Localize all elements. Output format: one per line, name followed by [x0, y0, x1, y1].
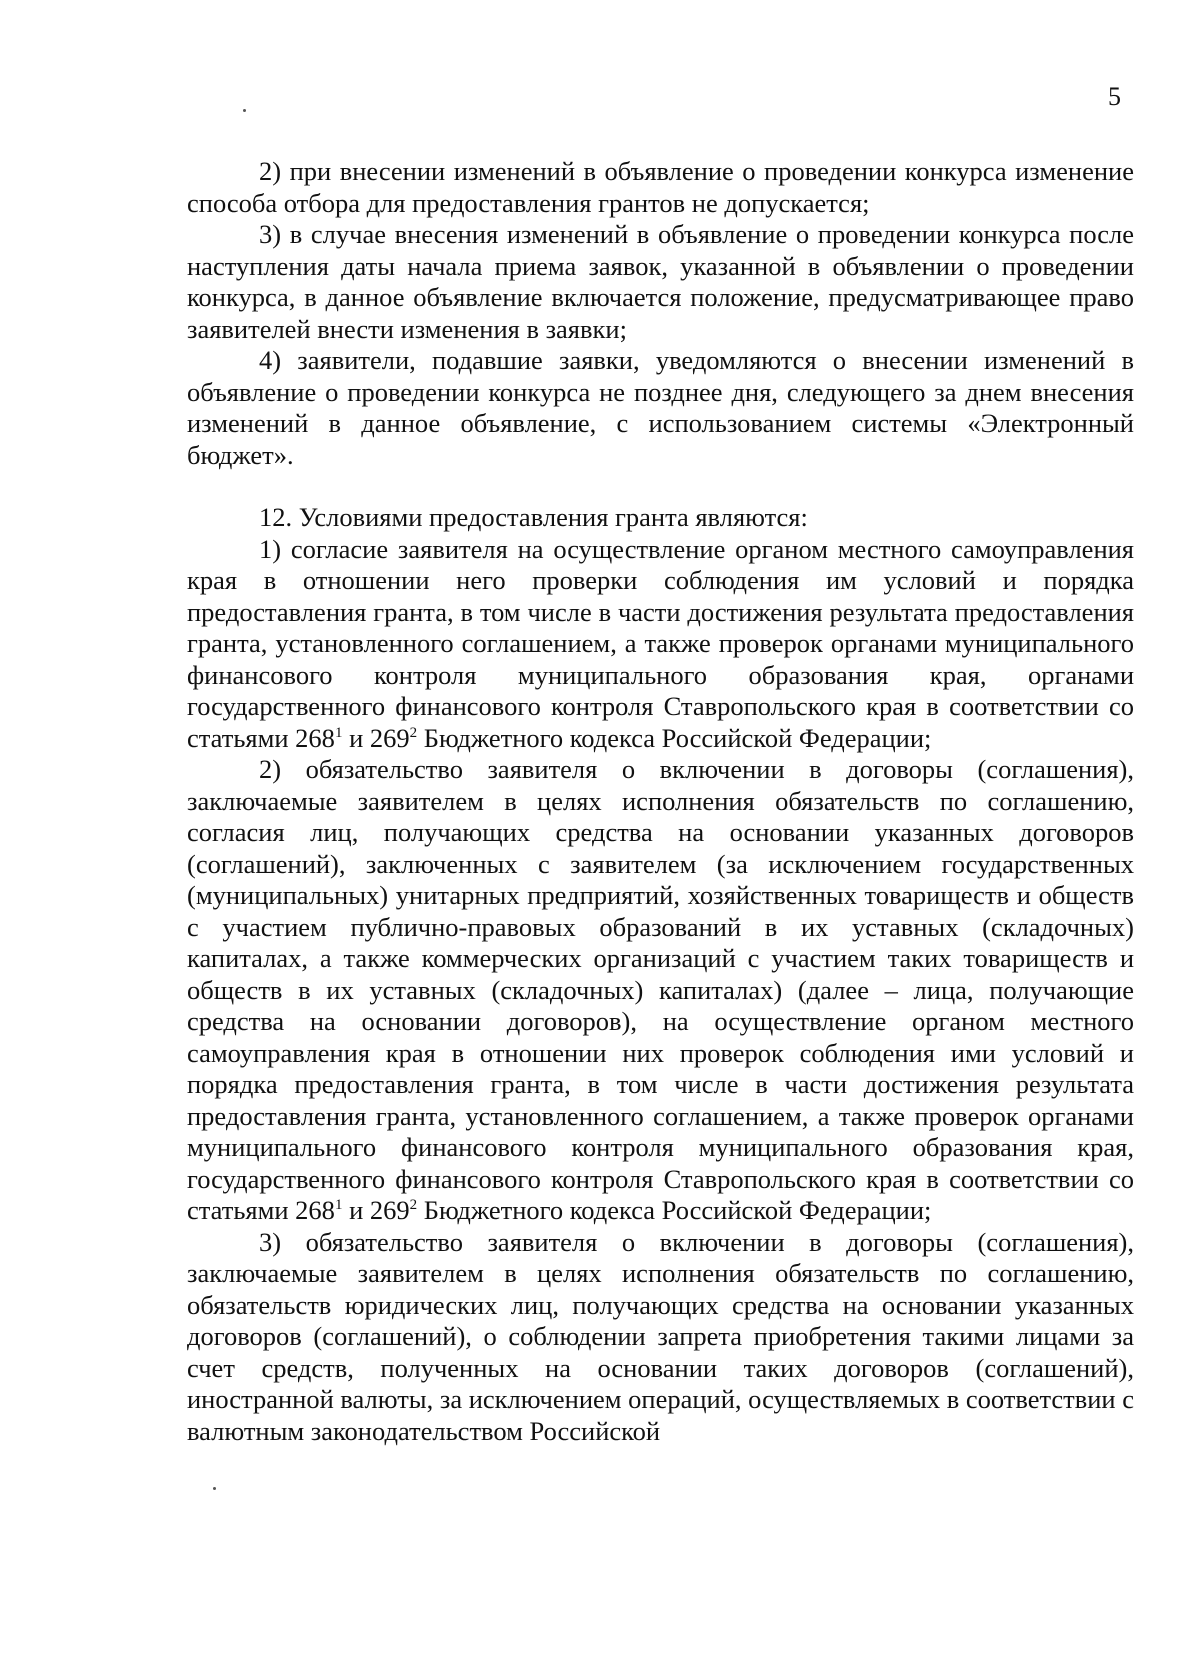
paragraph-spacer — [187, 471, 1134, 502]
page-number: 5 — [1108, 82, 1121, 111]
condition-2-paragraph — [187, 754, 1134, 1227]
condition-1-text-middle: и 269 — [342, 722, 410, 753]
condition-3-paragraph: 3) обязательство заявителя о включении в договоры (соглашения), заключаемые заявителем в целях исполнения обязательств по соглашению, обязательств юридических лиц, получающих средства на основании указанных договоров (соглашений), о соблюдении запрета приобретения такими лицами за счет средств, полученных на основании таких договоров (соглашений), иностранной валюты, за исключением операций, осуществляемых в соответствии с валютным законодательством Российской — [187, 1226, 1134, 1446]
condition-1-text-end: Бюджетного кодекса Российской Федерации; — [417, 722, 932, 753]
paragraph-item-2: 2) при внесении изменений в объявление о проведении конкурса изменение способа отбора для предоставления грантов не допускается; — [187, 156, 1134, 218]
article-268-superscript: 1 — [334, 1197, 343, 1214]
article-269-superscript: 2 — [409, 1197, 418, 1214]
condition-2-text-middle: и 269 — [342, 1195, 410, 1225]
section-12-heading: 12. Условиями предоставления гранта являются: — [259, 502, 808, 532]
condition-1-text: 1) согласие заявителя на осуществление органом местного самоуправления края в отношении него проверки соблюдения им условий и порядка предоставления гранта, в том числе в части достижения результата предоставления гранта, установленного соглашением, а также проверок органами муниципального финансового контроля муниципального образования края, органами государственного финансового контроля Ставропольского края в соответствии со статьями 268 — [187, 533, 1134, 753]
document-body — [187, 156, 1134, 1447]
condition-2-text: 2) обязательство заявителя о включении в договоры (соглашения), заключаемые заявителем в целях исполнения обязательств по соглашению, согласия лиц, получающих средства на основании указанных договоров (соглашений), заключенных с заявителем (за исключением государственных (муниципальных) унитарных предприятий, хозяйственных товариществ и обществ с участием публично-правовых образований в их уставных (складочных) капиталах, а также коммерческих организаций с участием таких товариществ и обществ в их уставных (складочных) капиталах) (далее – лица, получающие средства на основании договоров), на осуществление органом местного самоуправления края в отношении них проверок соблюдения ими условий и порядка предоставления гранта, в том числе в части достижения результата предоставления гранта, установленного соглашением, а также проверок органами муниципального финансового контроля муниципального образования края, государственного финансового контроля Ставропольского края в соответствии со статьями 268 — [187, 754, 1134, 1225]
scan-speck — [243, 109, 246, 112]
scan-speck — [213, 1487, 216, 1490]
condition-2-text-end: Бюджетного кодекса Российской Федерации; — [417, 1195, 932, 1225]
article-268-superscript: 1 — [334, 724, 343, 741]
condition-1-paragraph — [187, 534, 1134, 755]
paragraph-item-3: 3) в случае внесения изменений в объявление о проведении конкурса после наступления даты начала приема заявок, указанной в объявлении о проведении конкурса, в данное объявление включается положение, предусматривающее право заявителей внести изменения в заявки; — [187, 219, 1134, 344]
article-269-superscript: 2 — [409, 724, 418, 741]
paragraph-item-4: 4) заявители, подавшие заявки, уведомляются о внесении изменений в объявление о проведении конкурса не позднее дня, следующего за днем внесения изменений в данное объявление, с использованием системы «Электронный бюджет». — [187, 345, 1134, 470]
